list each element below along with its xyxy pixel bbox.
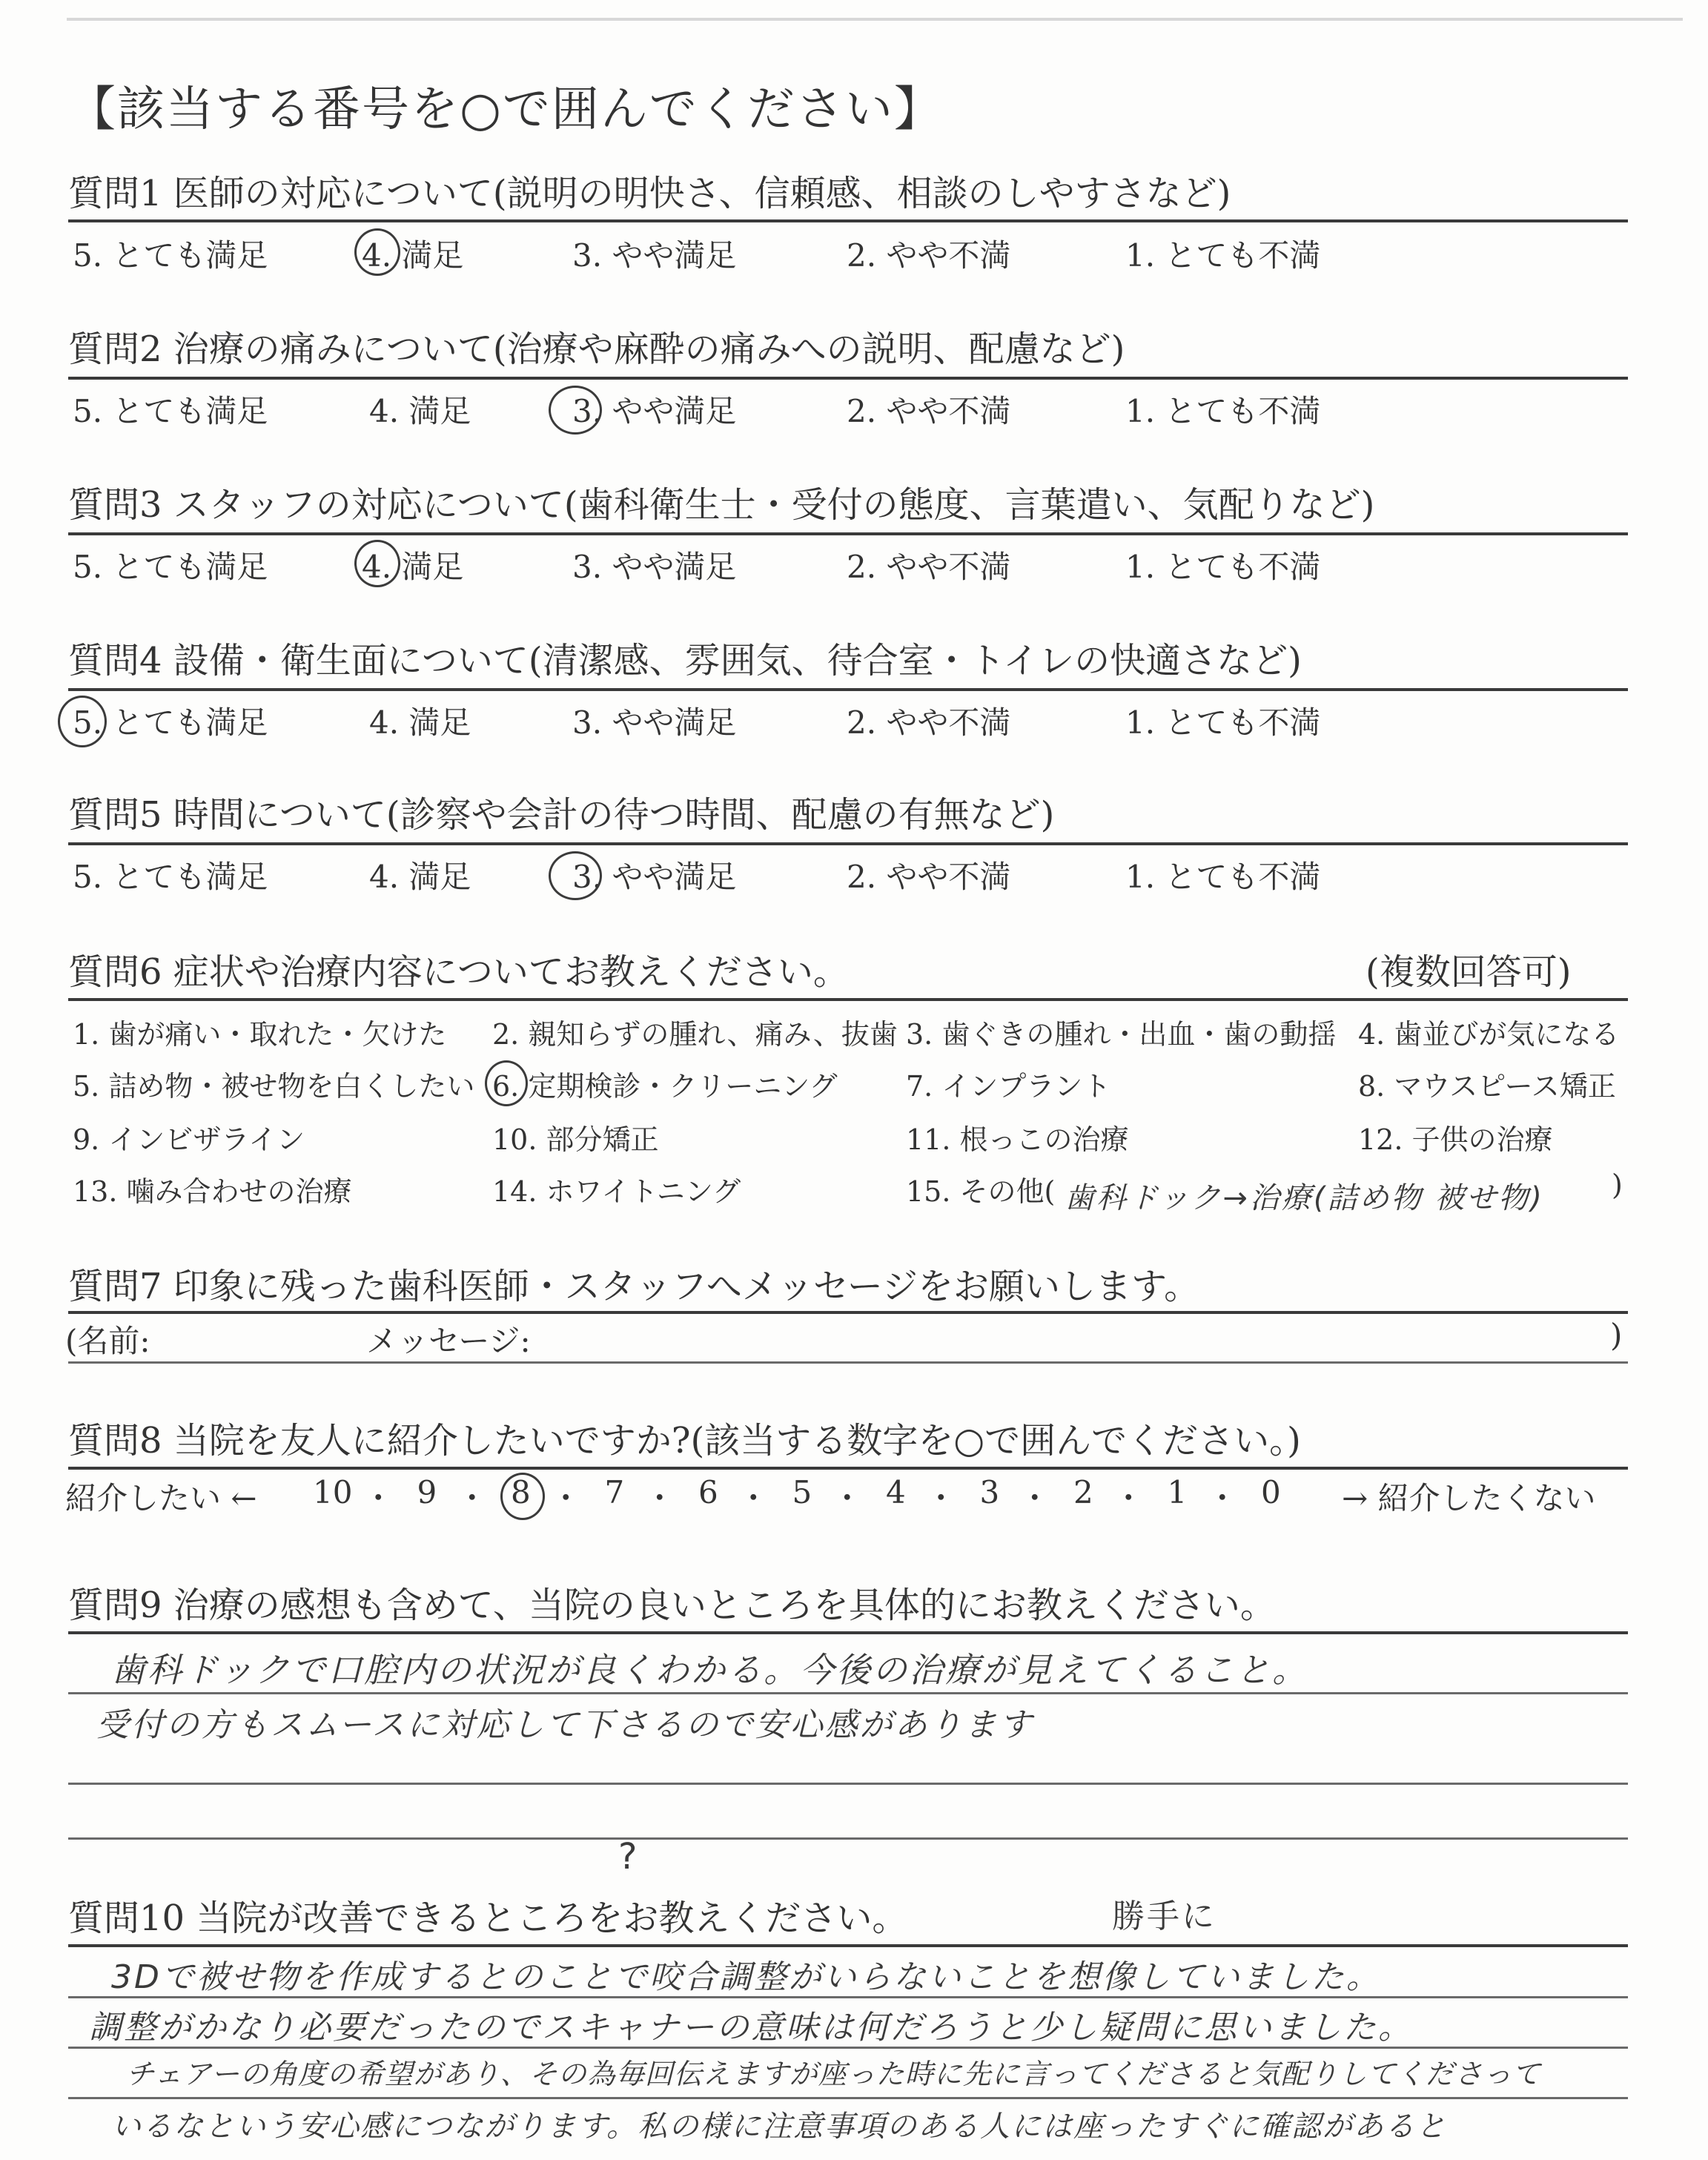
q5-option-2[interactable]: 2. やや不満 <box>847 859 1011 895</box>
question-5-rule <box>68 842 1628 845</box>
q5-option-4[interactable]: 4. 満足 <box>369 859 471 895</box>
q6-selected-circle <box>485 1060 528 1106</box>
q9-line-rule-3 <box>68 1837 1628 1840</box>
q8-selected-circle <box>500 1473 545 1520</box>
q6-item-10[interactable]: 10. 部分矯正 <box>492 1123 659 1156</box>
q3-option-2[interactable]: 2. やや不満 <box>847 549 1011 585</box>
q8-scale-6[interactable]: 6 <box>698 1474 718 1510</box>
question-6-label: 質問6 症状や治療内容についてお教えください。 <box>68 951 849 993</box>
question-7-bottom-rule <box>68 1361 1628 1364</box>
q8-left-label: 紹介したい ← <box>65 1480 257 1516</box>
q1-option-4[interactable]: 4. 満足 <box>362 237 464 274</box>
q8-scale-separator: ・ <box>738 1480 769 1516</box>
q8-right-label: → 紹介したくない <box>1342 1480 1596 1516</box>
q7-name-label: (名前: <box>65 1323 150 1359</box>
q1-option-2[interactable]: 2. やや不満 <box>847 237 1011 274</box>
question-3-rule <box>68 532 1628 535</box>
q6-item-8[interactable]: 8. マウスピース矯正 <box>1358 1070 1616 1103</box>
q8-scale-4[interactable]: 4 <box>886 1474 906 1510</box>
q2-option-2[interactable]: 2. やや不満 <box>847 393 1011 429</box>
q9-line-rule-2 <box>68 1783 1628 1785</box>
q6-item-9[interactable]: 9. インビザライン <box>73 1123 305 1156</box>
q3-option-5[interactable]: 5. とても満足 <box>73 549 268 585</box>
q6-other-close: ) <box>1612 1169 1623 1201</box>
q1-option-3[interactable]: 3. やや満足 <box>572 237 737 274</box>
question-9-label: 質問9 治療の感想も含めて、当院の良いところを具体的にお教えください。 <box>68 1585 1276 1626</box>
question-9-rule <box>68 1631 1628 1634</box>
q6-item-7[interactable]: 7. インプラント <box>906 1070 1111 1103</box>
q7-close: ) <box>1610 1317 1623 1353</box>
q6-item-13[interactable]: 13. 噛み合わせの治療 <box>73 1175 352 1208</box>
q8-scale-separator: ・ <box>1206 1480 1238 1516</box>
question-4-label: 質問4 設備・衛生面について(清潔感、雰囲気、待合室・トイレの快適さなど) <box>68 640 1302 681</box>
q2-option-5[interactable]: 5. とても満足 <box>73 393 268 429</box>
q5-option-5[interactable]: 5. とても満足 <box>73 859 268 895</box>
question-8-label: 質問8 当院を友人に紹介したいですか?(該当する数字を○で囲んでください。) <box>68 1420 1301 1462</box>
q3-selected-circle <box>354 540 400 587</box>
q10-line-rule-2 <box>68 2047 1628 2049</box>
q8-scale-3[interactable]: 3 <box>979 1474 1000 1510</box>
question-2-rule <box>68 377 1628 380</box>
q4-selected-circle <box>58 696 107 747</box>
question-2-label: 質問2 治療の痛みについて(治療や麻酔の痛みへの説明、配慮など) <box>68 328 1125 370</box>
q8-scale-separator: ・ <box>363 1480 394 1516</box>
q10-answer-line-4: いるなという安心感につながります。私の様に注意事項のある人には座ったすぐに確認があると <box>111 2110 1447 2144</box>
q1-selected-circle <box>354 228 400 276</box>
q10-line-rule-3 <box>68 2097 1628 2099</box>
q10-line-rule-1 <box>68 1996 1628 1998</box>
q4-option-5[interactable]: 5. とても満足 <box>73 704 268 741</box>
q10-annotation-mark: ? <box>618 1836 640 1877</box>
q10-annotation-word: 勝手に <box>1112 1898 1217 1935</box>
q8-scale-2[interactable]: 2 <box>1073 1474 1093 1510</box>
question-7-rule <box>68 1311 1628 1314</box>
question-5-label: 質問5 時間について(診察や会計の待つ時間、配慮の有無など) <box>68 794 1055 836</box>
q5-option-1[interactable]: 1. とても不満 <box>1125 859 1321 895</box>
question-10-rule <box>68 1944 1628 1947</box>
q6-other-handwritten: 歯科ドック→治療(詰め物 被せ物) <box>1065 1181 1544 1215</box>
q9-line-rule-1 <box>68 1692 1628 1694</box>
question-6-rule <box>68 998 1628 1001</box>
q6-item-12[interactable]: 12. 子供の治療 <box>1358 1123 1553 1156</box>
q8-scale-separator: ・ <box>456 1480 488 1516</box>
q8-scale-separator: ・ <box>831 1480 863 1516</box>
question-4-rule <box>68 688 1628 691</box>
q4-option-1[interactable]: 1. とても不満 <box>1125 704 1321 741</box>
q2-selected-circle <box>549 386 602 435</box>
q6-item-11[interactable]: 11. 根っこの治療 <box>906 1123 1129 1156</box>
question-6-note: (複数回答可) <box>1366 951 1572 993</box>
q4-option-4[interactable]: 4. 満足 <box>369 704 471 741</box>
question-3-label: 質問3 スタッフの対応について(歯科衛生士・受付の態度、言葉遣い、気配りなど) <box>68 484 1375 526</box>
q6-item-3[interactable]: 3. 歯ぐきの腫れ・出血・歯の動揺 <box>906 1018 1337 1051</box>
q3-option-3[interactable]: 3. やや満足 <box>572 549 737 585</box>
q2-option-3[interactable]: 3. やや満足 <box>572 393 737 429</box>
q6-item-2[interactable]: 2. 親知らずの腫れ、痛み、抜歯 <box>492 1018 898 1051</box>
q10-answer-line-2: 調整がかなり必要だったのでスキャナーの意味は何だろうと少し疑問に思いました。 <box>89 2009 1413 2047</box>
question-8-rule <box>68 1467 1628 1470</box>
q8-scale-separator: ・ <box>643 1480 675 1516</box>
q8-scale-8[interactable]: 8 <box>511 1474 531 1510</box>
q3-option-4[interactable]: 4. 満足 <box>362 549 464 585</box>
q6-item-6[interactable]: 6. 定期検診・クリーニング <box>492 1070 838 1103</box>
page-title: 【該当する番号を○で囲んでください】 <box>68 82 943 137</box>
question-1-rule <box>68 219 1628 222</box>
q2-option-1[interactable]: 1. とても不満 <box>1125 393 1321 429</box>
q8-scale-separator: ・ <box>1019 1480 1050 1516</box>
q8-scale-separator: ・ <box>1113 1480 1145 1516</box>
q1-option-1[interactable]: 1. とても不満 <box>1125 237 1321 274</box>
q3-option-1[interactable]: 1. とても不満 <box>1125 549 1321 585</box>
q2-option-4[interactable]: 4. 満足 <box>369 393 471 429</box>
q4-option-2[interactable]: 2. やや不満 <box>847 704 1011 741</box>
q7-message-label: メッセージ: <box>366 1323 531 1359</box>
q8-scale-10[interactable]: 10 <box>313 1474 353 1510</box>
q6-item-15[interactable]: 15. その他( <box>906 1175 1056 1208</box>
question-7-label: 質問7 印象に残った歯科医師・スタッフへメッセージをお願いします。 <box>68 1266 1200 1307</box>
q10-answer-line-3: チェアーの角度の希望があり、その為毎回伝えますが座った時に先に言ってくださると気配りしてくださって <box>126 2058 1541 2090</box>
q8-scale-1[interactable]: 1 <box>1167 1474 1188 1510</box>
q8-scale-7[interactable]: 7 <box>604 1474 625 1510</box>
q5-option-3[interactable]: 3. やや満足 <box>572 859 737 895</box>
q4-option-3[interactable]: 3. やや満足 <box>572 704 737 741</box>
q8-scale-separator: ・ <box>925 1480 957 1516</box>
q8-scale-0[interactable]: 0 <box>1261 1474 1281 1510</box>
q8-scale-5[interactable]: 5 <box>792 1474 812 1510</box>
q6-item-5[interactable]: 5. 詰め物・被せ物を白くしたい <box>73 1070 475 1103</box>
q10-answer-line-1: 3Dで被せ物を作成するとのことで咬合調整がいらないことを想像していました。 <box>111 1958 1381 1996</box>
q8-scale-9[interactable]: 9 <box>417 1474 437 1510</box>
top-border <box>67 18 1683 21</box>
q9-answer-line-1: 歯科ドックで口腔内の状況が良くわかる。今後の治療が見えてくること。 <box>111 1650 1309 1690</box>
q6-item-1[interactable]: 1. 歯が痛い・取れた・欠けた <box>73 1018 447 1051</box>
q1-option-5[interactable]: 5. とても満足 <box>73 237 268 274</box>
q6-item-4[interactable]: 4. 歯並びが気になる <box>1358 1018 1620 1051</box>
question-10-label: 質問10 当院が改善できるところをお教えください。 <box>68 1898 908 1939</box>
q9-answer-line-2: 受付の方もスムースに対応して下さるので安心感があります <box>96 1706 1034 1744</box>
question-1-label: 質問1 医師の対応について(説明の明快さ、信頼感、相談のしやすさなど) <box>68 173 1231 214</box>
q8-scale-separator: ・ <box>550 1480 582 1516</box>
q5-selected-circle <box>549 851 602 900</box>
q6-item-14[interactable]: 14. ホワイトニング <box>492 1175 741 1208</box>
